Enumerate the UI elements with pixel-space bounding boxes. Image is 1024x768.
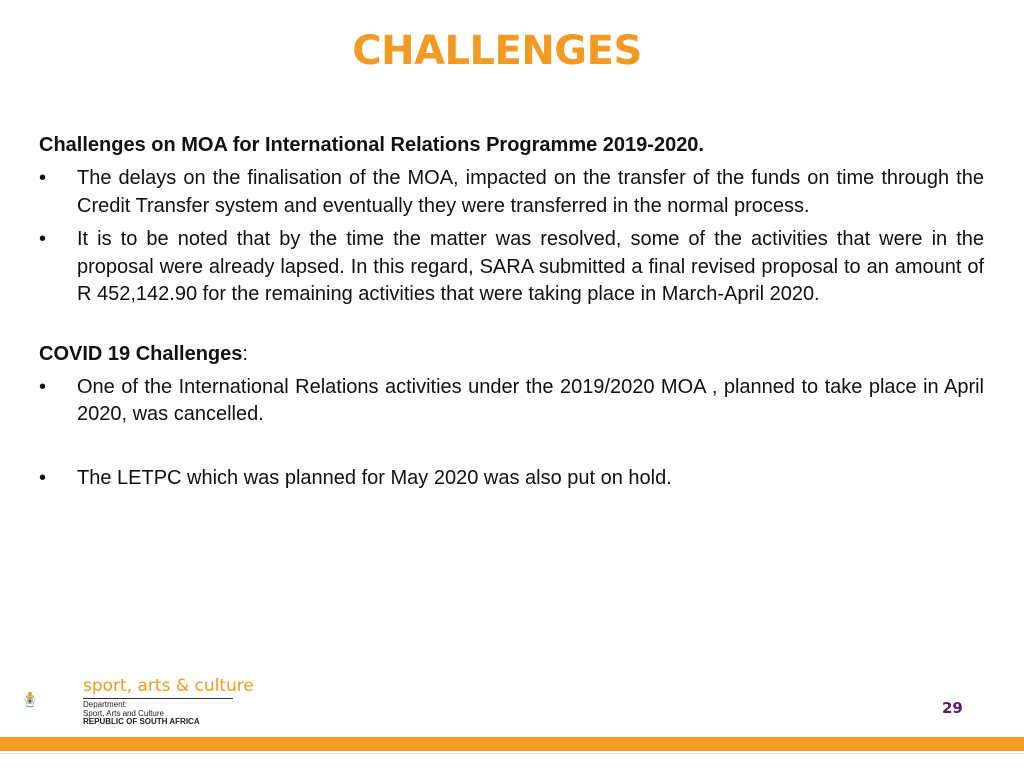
bullet-text: The delays on the finalisation of the MOA, impacted on the transfer of the funds on time through the Credit Transfer system and eventually they were transferred in the normal process.	[77, 167, 984, 217]
bullet-marker: •	[39, 167, 47, 189]
dept-line-2: Sport, Arts and Culture	[83, 708, 164, 718]
bullet-marker: •	[39, 466, 47, 489]
footer-department	[83, 701, 200, 727]
bottom-divider	[0, 753, 1024, 754]
section2-heading	[39, 341, 984, 368]
list-item	[39, 374, 984, 429]
dept-line-1: Department:	[83, 700, 128, 709]
bullet-text: The LETPC which was planned for May 2020 was also put on hold.	[77, 466, 672, 489]
section2-bullet-list	[39, 374, 984, 493]
page-number: 29	[942, 699, 963, 717]
footer-brand: sport, arts & culture	[83, 676, 254, 696]
list-item	[39, 226, 984, 309]
section2-heading-suffix: :	[242, 342, 248, 365]
bullet-text: It is to be noted that by the time the matter was resolved, some of the activities that were in the proposal were already lapsed. In this regard, SARA submitted a final revised proposal to an amount of R 452,142.90 for the remaining activities that were taking place in March-April 2020.	[77, 228, 984, 305]
coat-of-arms-icon	[24, 668, 84, 732]
bullet-marker: •	[39, 375, 47, 398]
accent-bar	[0, 737, 1024, 751]
list-item	[39, 165, 984, 220]
bullet-marker: •	[39, 228, 47, 250]
section1-heading-text: Challenges on MOA for International Relations Programme 2019-2020.	[39, 134, 704, 156]
section1-bullet-list	[39, 165, 984, 309]
list-item	[39, 465, 984, 493]
footer-divider	[83, 698, 233, 699]
slide-content	[39, 132, 984, 492]
section1-heading	[39, 132, 984, 159]
slide-title: CHALLENGES	[352, 28, 642, 74]
dept-line-3: REPUBLIC OF SOUTH AFRICA	[83, 717, 200, 726]
section2-heading-text: COVID 19 Challenges	[39, 342, 243, 365]
bullet-text: One of the International Relations activities under the 2019/2020 MOA , planned to take place in April 2020, was cancelled.	[77, 375, 984, 425]
